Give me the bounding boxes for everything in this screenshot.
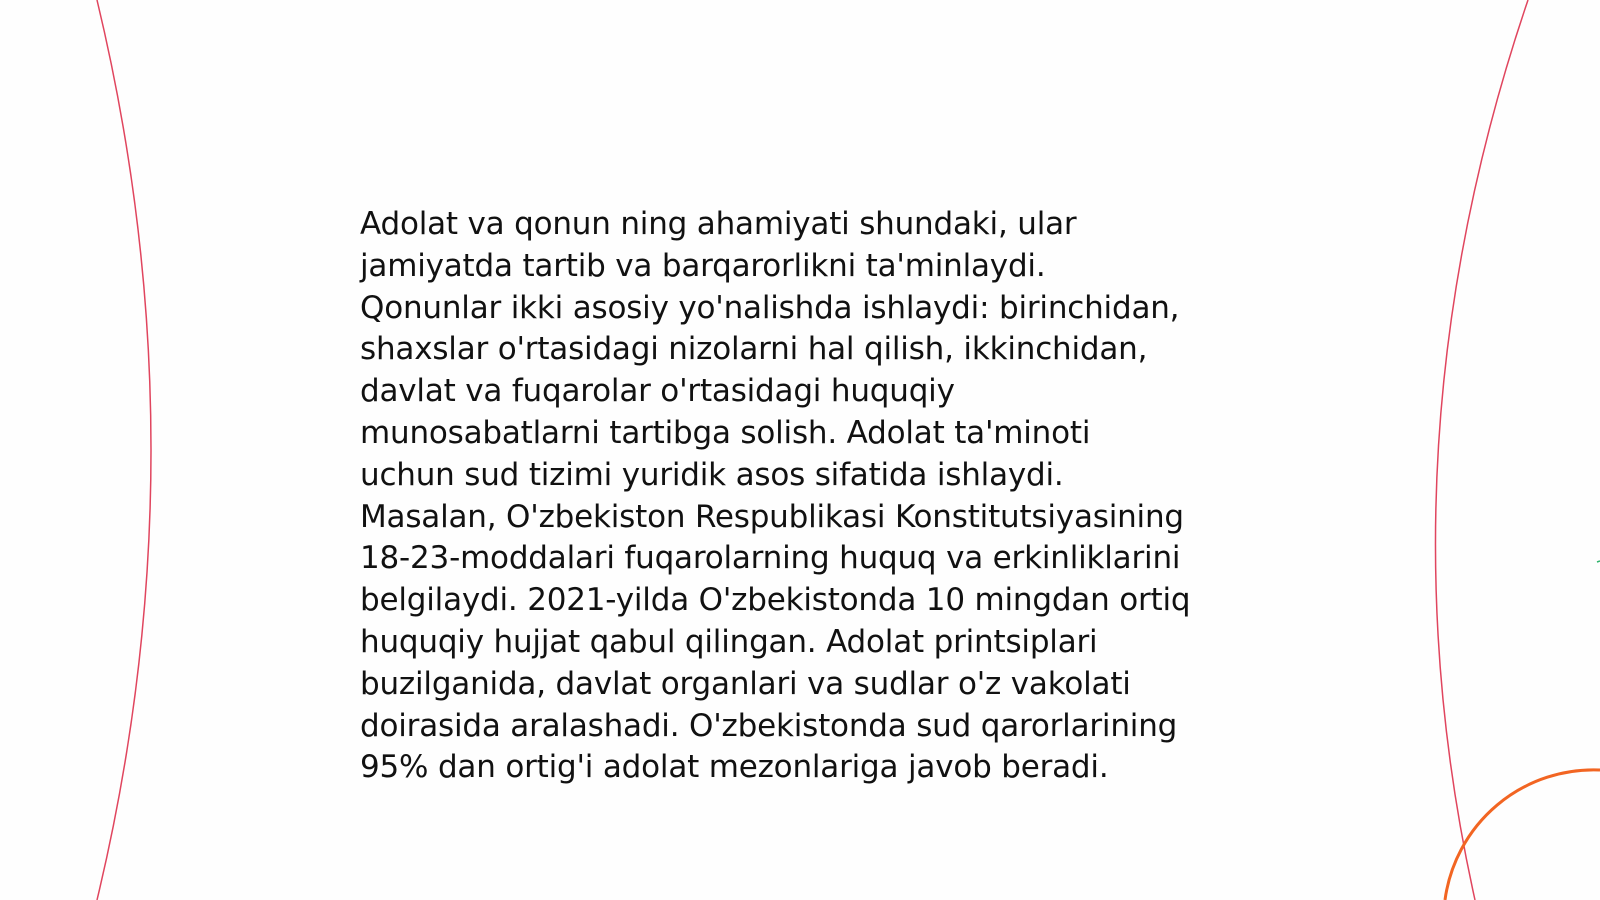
body-paragraph bbox=[360, 204, 1260, 789]
paragraph-line: Adolat va qonun ning ahamiyati shundaki, ular bbox=[360, 206, 1077, 242]
right-curve-line bbox=[1435, 0, 1528, 900]
orange-arc bbox=[1445, 770, 1600, 900]
paragraph-line: Masalan, O'zbekiston Respublikasi Konstitutsiyasining bbox=[360, 498, 1184, 535]
paragraph-line: shaxslar o'rtasidagi nizolarni hal qilish, ikkinchidan, bbox=[360, 331, 1148, 368]
paragraph-line: davlat va fuqarolar o'rtasidagi huquqiy bbox=[360, 373, 955, 410]
left-curve-line bbox=[97, 0, 151, 900]
paragraph-line: doirasida aralashadi. O'zbekistonda sud qarorlarining bbox=[360, 707, 1178, 744]
paragraph-line: 18-23-moddalari fuqarolarning huquq va erkinliklarini bbox=[360, 540, 1181, 577]
paragraph-line: uchun sud tizimi yuridik asos sifatida ishlaydi. bbox=[360, 456, 1064, 493]
paragraph-line: Qonunlar ikki asosiy yo'nalishda ishlaydi: birinchidan, bbox=[360, 289, 1180, 326]
paragraph-line: huquqiy hujjat qabul qilingan. Adolat printsiplari bbox=[360, 623, 1098, 660]
paragraph-line: belgilaydi. 2021-yilda O'zbekistonda 10 mingdan ortiq bbox=[360, 582, 1191, 619]
paragraph-line: buzilganida, davlat organlari va sudlar o'z vakolati bbox=[360, 665, 1131, 702]
paragraph-line: 95% dan ortig'i adolat mezonlariga javob beradi. bbox=[360, 749, 1109, 786]
paragraph-line: munosabatlarni tartibga solish. Adolat ta'minoti bbox=[360, 414, 1091, 451]
paragraph-line: jamiyatda tartib va barqarorlikni ta'minlaydi. bbox=[360, 247, 1046, 284]
